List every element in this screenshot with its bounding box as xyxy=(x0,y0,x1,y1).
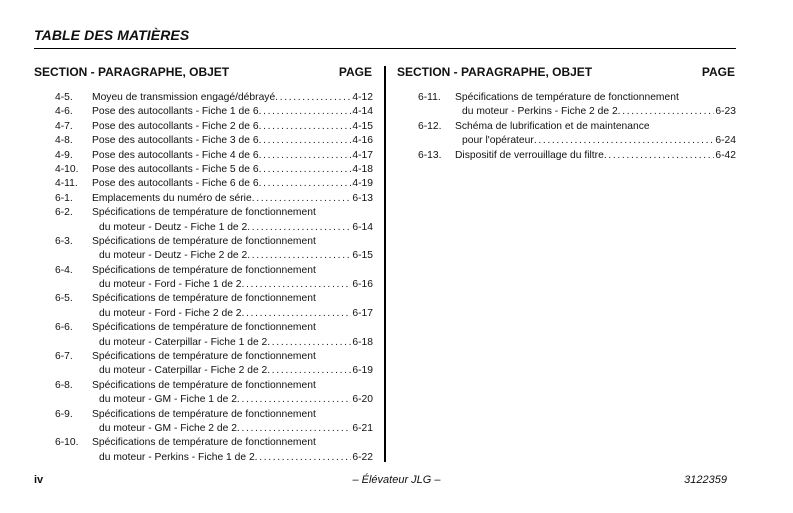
toc-entry-line xyxy=(55,249,373,263)
toc-entry-number: 4-11. xyxy=(55,178,78,190)
toc-entry-title: Pose des autocollants - Fiche 4 de 6 xyxy=(92,149,259,161)
dot-leader xyxy=(604,149,715,163)
toc-entry-title: Spécifications de température de fonctionnement xyxy=(92,207,316,219)
toc-entry-number: 4-10. xyxy=(55,163,79,175)
toc-entry-indent xyxy=(55,451,99,465)
toc-entry-title: Emplacements du numéro de série xyxy=(92,192,252,204)
right-column-heading xyxy=(397,65,735,79)
toc-entry-line xyxy=(418,105,736,119)
toc-entry xyxy=(55,292,373,321)
dot-leader xyxy=(242,278,352,292)
page-number: iv xyxy=(34,474,44,486)
toc-entry-page: 6-24 xyxy=(715,135,736,147)
toc-entry-indent xyxy=(55,221,99,235)
toc-entry xyxy=(55,192,373,206)
toc-entry-indent xyxy=(418,105,462,119)
toc-entry xyxy=(55,134,373,148)
toc-entry xyxy=(55,149,373,163)
toc-entry-number: 6-10. xyxy=(55,437,79,449)
toc-entry-number: 6-7. xyxy=(55,351,73,363)
toc-entry-line xyxy=(55,105,373,119)
toc-entry-indent xyxy=(55,249,99,263)
toc-entry-line xyxy=(55,350,373,364)
toc-entry-number: 6-8. xyxy=(55,379,73,391)
toc-entry-number: 4-9. xyxy=(55,149,73,161)
toc-entry-line xyxy=(55,451,373,465)
toc-entry-line xyxy=(418,120,736,134)
toc-entry-line xyxy=(55,422,373,436)
toc-entry-line xyxy=(55,91,373,105)
toc-entry-line xyxy=(55,379,373,393)
page-title: TABLE DES MATIÈRES xyxy=(34,27,190,43)
toc-entry-title: Moyeu de transmission engagé/débrayé xyxy=(92,92,276,103)
toc-entry-page: 4-19 xyxy=(352,178,373,190)
toc-entry-page: 4-17 xyxy=(352,149,373,161)
toc-entry-number: 6-4. xyxy=(55,264,73,276)
toc-entry-title: Pose des autocollants - Fiche 6 de 6 xyxy=(92,178,259,190)
dot-leader xyxy=(252,192,352,206)
dot-leader xyxy=(618,105,715,119)
toc-entry-title: du moteur - GM - Fiche 2 de 2 xyxy=(99,422,237,434)
right-page-header: PAGE xyxy=(701,65,735,79)
toc-entry-number: 4-6. xyxy=(55,106,73,118)
toc-entry-title: Spécifications de température de fonctionnement xyxy=(92,408,316,420)
toc-entry-title: du moteur - Deutz - Fiche 2 de 2 xyxy=(99,250,248,262)
toc-entry-title: du moteur - Caterpillar - Fiche 1 de 2 xyxy=(99,336,268,348)
toc-entry-page: 6-22 xyxy=(352,451,373,463)
footer-publication: – Élévateur JLG – xyxy=(352,474,441,486)
toc-entry-line xyxy=(55,192,373,206)
toc-entry xyxy=(55,91,373,105)
toc-entry-number: 6-12. xyxy=(418,120,442,132)
toc-entry-number: 6-3. xyxy=(55,235,73,247)
toc-entry-title: Pose des autocollants - Fiche 2 de 6 xyxy=(92,120,259,132)
toc-entry-line xyxy=(55,235,373,249)
toc-entry xyxy=(418,91,736,120)
toc-entry-title: Spécifications de température de fonctionnement xyxy=(92,235,316,247)
toc-entry-title: Spécifications de température de fonctionnement xyxy=(92,322,316,334)
left-column-heading xyxy=(34,65,372,79)
toc-entry xyxy=(55,264,373,293)
toc-entry-title: Spécifications de température de fonctionnement xyxy=(92,264,316,276)
toc-entry-page: 6-15 xyxy=(352,250,373,262)
toc-entry-line xyxy=(55,436,373,450)
toc-entry-indent xyxy=(418,134,462,148)
toc-entry-line xyxy=(55,221,373,235)
toc-entry-page: 6-42 xyxy=(715,149,736,161)
toc-entry-title: pour l'opérateur xyxy=(462,135,534,147)
toc-entry-line xyxy=(55,321,373,335)
toc-entry-number: 6-6. xyxy=(55,322,73,334)
toc-entry-page: 6-20 xyxy=(352,394,373,406)
toc-entry-title: du moteur - Ford - Fiche 1 de 2 xyxy=(99,279,242,291)
dot-leader xyxy=(237,393,351,407)
document-number: 3122359 xyxy=(684,474,727,486)
toc-entry-title: Spécifications de température de fonctionnement xyxy=(92,351,316,363)
toc-entry xyxy=(55,206,373,235)
toc-entry-number: 6-2. xyxy=(55,207,73,219)
dot-leader xyxy=(259,120,352,134)
toc-entry-indent xyxy=(55,422,99,436)
toc-entry-title: Spécifications de température de fonctionnement xyxy=(92,379,316,391)
dot-leader xyxy=(267,336,351,350)
dot-leader xyxy=(242,307,352,321)
toc-entry-indent xyxy=(55,278,99,292)
toc-entry-line xyxy=(55,393,373,407)
title-rule xyxy=(34,48,736,49)
toc-entry-page: 6-16 xyxy=(352,279,373,291)
toc-entry-line xyxy=(55,177,373,191)
toc-entry-title: du moteur - Ford - Fiche 2 de 2 xyxy=(99,307,242,319)
toc-entry-line xyxy=(55,120,373,134)
toc-entry xyxy=(55,350,373,379)
toc-entry-page: 4-15 xyxy=(352,120,373,132)
toc-entry-title: Spécifications de température de fonctionnement xyxy=(92,293,316,305)
dot-leader xyxy=(255,451,352,465)
toc-entry-indent xyxy=(55,364,99,378)
dot-leader xyxy=(259,105,352,119)
toc-entry-line xyxy=(55,134,373,148)
toc-entry-title: du moteur - Perkins - Fiche 1 de 2 xyxy=(99,451,255,463)
toc-entry-line xyxy=(55,307,373,321)
toc-entry-number: 6-1. xyxy=(55,192,73,204)
dot-leader xyxy=(237,422,351,436)
toc-entry-page: 6-18 xyxy=(352,336,373,348)
toc-entry xyxy=(55,235,373,264)
dot-leader xyxy=(259,149,352,163)
toc-entry-page: 4-16 xyxy=(352,135,373,147)
toc-entry-title: du moteur - Deutz - Fiche 1 de 2 xyxy=(99,221,248,233)
toc-entry-number: 6-13. xyxy=(418,149,442,161)
toc-entry-title: Pose des autocollants - Fiche 1 de 6 xyxy=(92,106,259,118)
toc-entry xyxy=(55,120,373,134)
toc-entry-number: 4-5. xyxy=(55,92,73,103)
toc-entry-line xyxy=(55,206,373,220)
dot-leader xyxy=(247,249,351,263)
toc-entry xyxy=(55,408,373,437)
toc-entry-line xyxy=(55,292,373,306)
toc-entry-title: du moteur - Caterpillar - Fiche 2 de 2 xyxy=(99,365,268,377)
toc-entry-title: Spécifications de température de fonctionnement xyxy=(455,92,679,103)
toc-entry-title: Schéma de lubrification et de maintenance xyxy=(455,120,650,132)
toc-entry-title: du moteur - GM - Fiche 1 de 2 xyxy=(99,394,237,406)
toc-entry-page: 6-14 xyxy=(352,221,373,233)
toc-entry-title: du moteur - Perkins - Fiche 2 de 2 xyxy=(462,106,618,118)
toc-entry-title: Dispositif de verrouillage du filtre xyxy=(455,149,604,161)
toc-entry xyxy=(418,120,736,149)
dot-leader xyxy=(275,91,351,105)
toc-entry xyxy=(55,321,373,350)
toc-entry-line xyxy=(55,163,373,177)
toc-entry-line xyxy=(55,278,373,292)
toc-entry-indent xyxy=(55,336,99,350)
toc-entry-page: 4-14 xyxy=(352,106,373,118)
dot-leader xyxy=(259,134,352,148)
dot-leader xyxy=(259,163,352,177)
toc-entry-title: Spécifications de température de fonctionnement xyxy=(92,437,316,449)
toc-entry-page: 4-12 xyxy=(352,92,373,103)
toc-entry xyxy=(55,177,373,191)
toc-entry-page: 6-21 xyxy=(352,422,373,434)
toc-entry-line xyxy=(55,336,373,350)
dot-leader xyxy=(534,134,715,148)
toc-entry-page: 6-19 xyxy=(352,365,373,377)
toc-entry-number: 4-7. xyxy=(55,120,73,132)
toc-entry-line xyxy=(55,408,373,422)
toc-entry-line xyxy=(55,364,373,378)
toc-entry xyxy=(55,436,373,465)
toc-entry-line xyxy=(55,264,373,278)
toc-entry-number: 6-11. xyxy=(418,92,441,103)
toc-entry-title: Pose des autocollants - Fiche 3 de 6 xyxy=(92,135,259,147)
toc-entry-line xyxy=(418,149,736,163)
dot-leader xyxy=(267,364,351,378)
column-divider xyxy=(384,66,386,462)
toc-entry-line xyxy=(418,91,736,105)
toc-entry-line xyxy=(418,134,736,148)
toc-entry xyxy=(55,163,373,177)
right-section-header: SECTION - PARAGRAPHE, OBJET xyxy=(397,65,593,79)
left-page-header: PAGE xyxy=(338,65,372,79)
toc-entry-number: 6-9. xyxy=(55,408,73,420)
toc-entry-page: 4-18 xyxy=(352,163,373,175)
left-toc-list xyxy=(55,91,373,465)
toc-entry-number: 4-8. xyxy=(55,135,73,147)
toc-entry-page: 6-13 xyxy=(352,192,373,204)
toc-entry-line xyxy=(55,149,373,163)
toc-entry-title: Pose des autocollants - Fiche 5 de 6 xyxy=(92,163,259,175)
toc-entry xyxy=(55,105,373,119)
toc-entry xyxy=(418,149,736,163)
toc-entry-page: 6-23 xyxy=(715,106,736,118)
right-toc-list xyxy=(418,91,736,163)
toc-entry-page: 6-17 xyxy=(352,307,373,319)
dot-leader xyxy=(259,177,352,191)
toc-entry xyxy=(55,379,373,408)
toc-entry-indent xyxy=(55,307,99,321)
dot-leader xyxy=(247,221,351,235)
left-section-header: SECTION - PARAGRAPHE, OBJET xyxy=(34,65,230,79)
toc-entry-number: 6-5. xyxy=(55,293,73,305)
toc-entry-indent xyxy=(55,393,99,407)
